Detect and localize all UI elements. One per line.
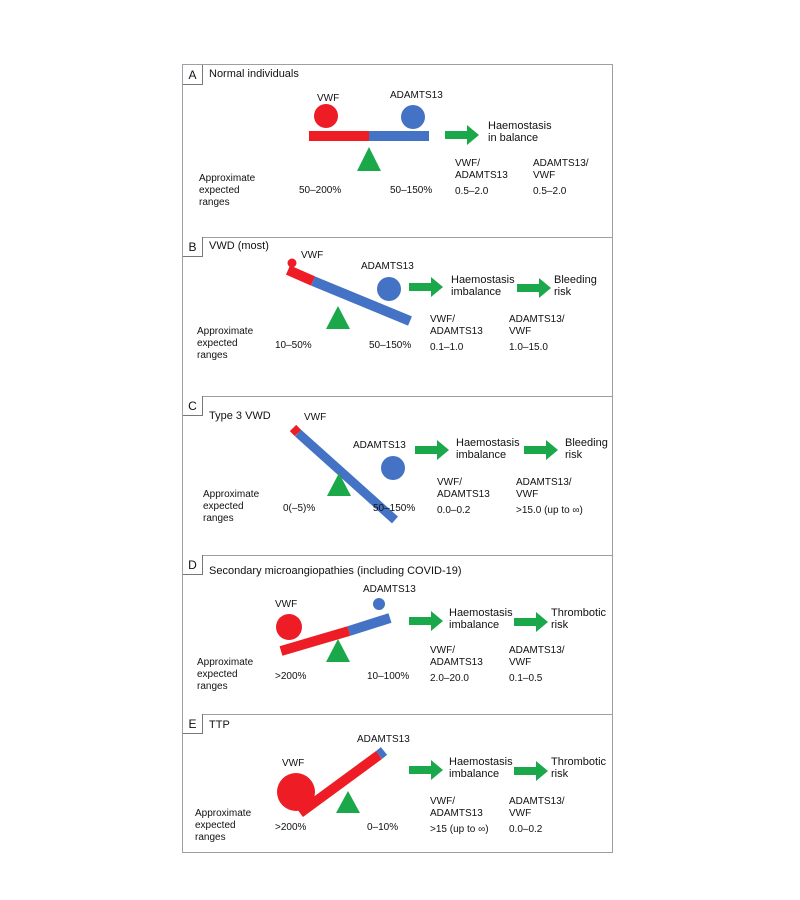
adamts13-range: 50–150% [373, 503, 416, 514]
adamts13-label: ADAMTS13 [353, 440, 406, 451]
vwf-beam [288, 270, 313, 281]
ratio-vwf-adamts13: VWF/ ADAMTS13 0.1–1.0 [430, 314, 483, 353]
vwf-range: 0(–5)% [283, 503, 316, 514]
ratio-vwf-adamts13: VWF/ ADAMTS13 >15 (up to ∞) [430, 796, 489, 835]
fulcrum [357, 147, 381, 171]
state-text: Haemostasis imbalance [449, 756, 513, 780]
approx-label: Approximate expected ranges [197, 326, 254, 361]
state-text: Haemostasis in balance [488, 120, 552, 144]
arrow-icon [514, 761, 548, 781]
arrow-icon [409, 611, 443, 631]
approx-label: Approximate expected ranges [197, 657, 254, 692]
vwf-beam [309, 131, 369, 141]
outcome-text: Bleeding risk [565, 437, 608, 461]
seesaw [183, 396, 612, 555]
approx-label: Approximate expected ranges [195, 808, 252, 843]
adamts13-ball [373, 598, 385, 610]
vwf-label: VWF [275, 599, 298, 610]
vwf-range: 50–200% [299, 185, 342, 196]
ratio-adamts13-vwf: ADAMTS13/ VWF 1.0–15.0 [509, 314, 565, 353]
adamts13-label: ADAMTS13 [363, 584, 416, 595]
fulcrum [336, 791, 360, 813]
adamts13-range: 50–150% [390, 185, 433, 196]
vwf-beam [293, 428, 298, 433]
panel-title: Secondary microangiopathies (including COVID-19) [209, 565, 462, 577]
vwf-ball [276, 614, 302, 640]
vwf-label: VWF [301, 250, 324, 261]
panel-title: Type 3 VWD [209, 410, 271, 422]
panel-letter: D [183, 555, 203, 575]
adamts13-ball [377, 277, 401, 301]
vwf-label: VWF [282, 758, 305, 769]
vwf-range: >200% [275, 671, 307, 682]
vwf-ball [288, 259, 297, 268]
fulcrum [326, 306, 350, 329]
panel-title: Normal individuals [209, 68, 299, 80]
vwf-label: VWF [304, 412, 327, 423]
arrow-icon [409, 277, 443, 297]
panel-title: TTP [209, 719, 230, 731]
fulcrum [326, 639, 350, 662]
ratio-adamts13-vwf: ADAMTS13/ VWF >15.0 (up to ∞) [516, 477, 583, 516]
panel-c [183, 396, 612, 556]
arrow-icon [445, 125, 479, 145]
outcome-text: Bleeding risk [554, 274, 597, 298]
outcome-text: Thrombotic risk [551, 607, 607, 631]
seesaw [183, 65, 612, 237]
ratio-adamts13-vwf: ADAMTS13/ VWF 0.1–0.5 [509, 645, 565, 684]
panel-d [183, 555, 612, 715]
panel-title: VWD (most) [209, 240, 269, 252]
adamts13-beam [369, 131, 429, 141]
panel-a [183, 65, 612, 238]
panel-e [183, 714, 612, 852]
arrow-icon [415, 440, 449, 460]
vwf-range: >200% [275, 822, 307, 833]
adamts13-ball [401, 105, 425, 129]
ratio-vwf-adamts13: VWF/ ADAMTS13 2.0–20.0 [430, 645, 483, 684]
ratio-vwf-adamts13: VWF/ ADAMTS13 0.5–2.0 [455, 158, 508, 197]
ratio-adamts13-vwf: ADAMTS13/ VWF 0.0–0.2 [509, 796, 565, 835]
arrow-icon [524, 440, 558, 460]
state-text: Haemostasis imbalance [456, 437, 520, 461]
adamts13-range: 0–10% [367, 822, 399, 833]
adamts13-beam [379, 751, 384, 755]
vwf-label: VWF [317, 93, 340, 104]
figure [182, 64, 613, 853]
panel-letter: B [183, 237, 203, 257]
adamts13-range: 50–150% [369, 340, 412, 351]
arrow-icon [517, 278, 551, 298]
vwf-range: 10–50% [275, 340, 312, 351]
panel-letter: C [183, 396, 203, 416]
panel-letter: A [183, 65, 203, 85]
ratio-vwf-adamts13: VWF/ ADAMTS13 0.0–0.2 [437, 477, 490, 516]
ratio-adamts13-vwf: ADAMTS13/ VWF 0.5–2.0 [533, 158, 589, 197]
outcome-text: Thrombotic risk [551, 756, 607, 780]
state-text: Haemostasis imbalance [449, 607, 513, 631]
adamts13-ball [381, 456, 405, 480]
approx-label: Approximate expected ranges [203, 489, 260, 524]
vwf-ball [314, 104, 338, 128]
adamts13-label: ADAMTS13 [361, 261, 414, 272]
arrow-icon [409, 760, 443, 780]
panel-b [183, 237, 612, 397]
adamts13-range: 10–100% [367, 671, 410, 682]
panel-letter: E [183, 714, 203, 734]
adamts13-beam [349, 618, 390, 631]
adamts13-label: ADAMTS13 [390, 90, 443, 101]
adamts13-label: ADAMTS13 [357, 734, 410, 745]
state-text: Haemostasis imbalance [451, 274, 515, 298]
arrow-icon [514, 612, 548, 632]
approx-label: Approximate expected ranges [199, 173, 256, 208]
